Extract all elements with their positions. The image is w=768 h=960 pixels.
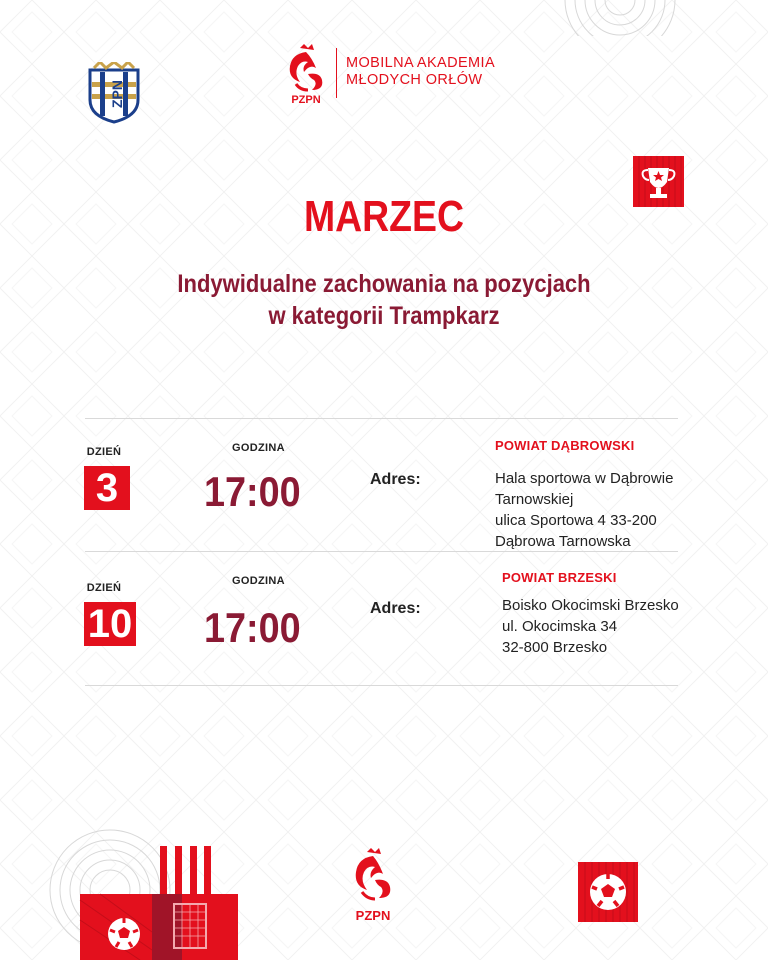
address-line: Tarnowskiej [495, 491, 574, 508]
address-label: Adres: [370, 471, 421, 488]
time-label: GODZINA [232, 575, 285, 587]
day-label: DZIEŃ [86, 582, 122, 594]
football-icon [104, 914, 144, 954]
svg-text:PZPN: PZPN [291, 94, 321, 104]
divider-middle [85, 551, 678, 552]
event-subtitle [46, 268, 722, 332]
day-number: 10 [84, 602, 136, 646]
divider-bottom [85, 685, 678, 686]
address-label: Adres: [370, 600, 421, 617]
svg-text:PZPN: PZPN [355, 908, 391, 923]
subtitle-line-1: Indywidualne zachowania na pozycjach [177, 270, 591, 298]
district-label: POWIAT BRZESKI [502, 570, 617, 585]
zpn-crest-icon [86, 62, 142, 124]
address-text [495, 468, 673, 552]
academy-title [346, 55, 495, 89]
pzpn-eagle-icon [348, 848, 398, 928]
decorative-arcs-top [560, 0, 680, 36]
header-divider [336, 48, 337, 98]
address-line: Boisko Okocimski Brzesko [502, 597, 679, 614]
time-value: 17:00 [204, 468, 301, 515]
academy-title-line-2: MŁODYCH ORŁÓW [346, 72, 483, 88]
time-value: 17:00 [204, 604, 301, 651]
divider-top [85, 418, 678, 419]
day-label: DZIEŃ [86, 446, 122, 458]
subtitle-line-2: w kategorii Trampkarz [268, 302, 500, 330]
district-label: POWIAT DĄBROWSKI [495, 438, 635, 453]
address-line: Hala sportowa w Dąbrowie [495, 470, 674, 487]
goal-icon [170, 900, 210, 950]
pzpn-eagle-icon [282, 44, 330, 104]
academy-title-line-1: MOBILNA AKADEMIA [346, 55, 496, 71]
address-line: Dąbrowa Tarnowska [495, 533, 631, 550]
svg-text:ZPN: ZPN [109, 80, 125, 108]
time-label: GODZINA [232, 442, 285, 454]
address-text [502, 595, 679, 658]
address-line: ul. Okocimska 34 [502, 618, 618, 635]
address-line: 32-800 Brzesko [502, 639, 608, 656]
address-line: ulica Sportowa 4 33-200 [495, 512, 657, 529]
football-icon [578, 862, 638, 922]
day-number: 3 [84, 466, 130, 510]
month-heading: MARZEC [304, 192, 464, 241]
